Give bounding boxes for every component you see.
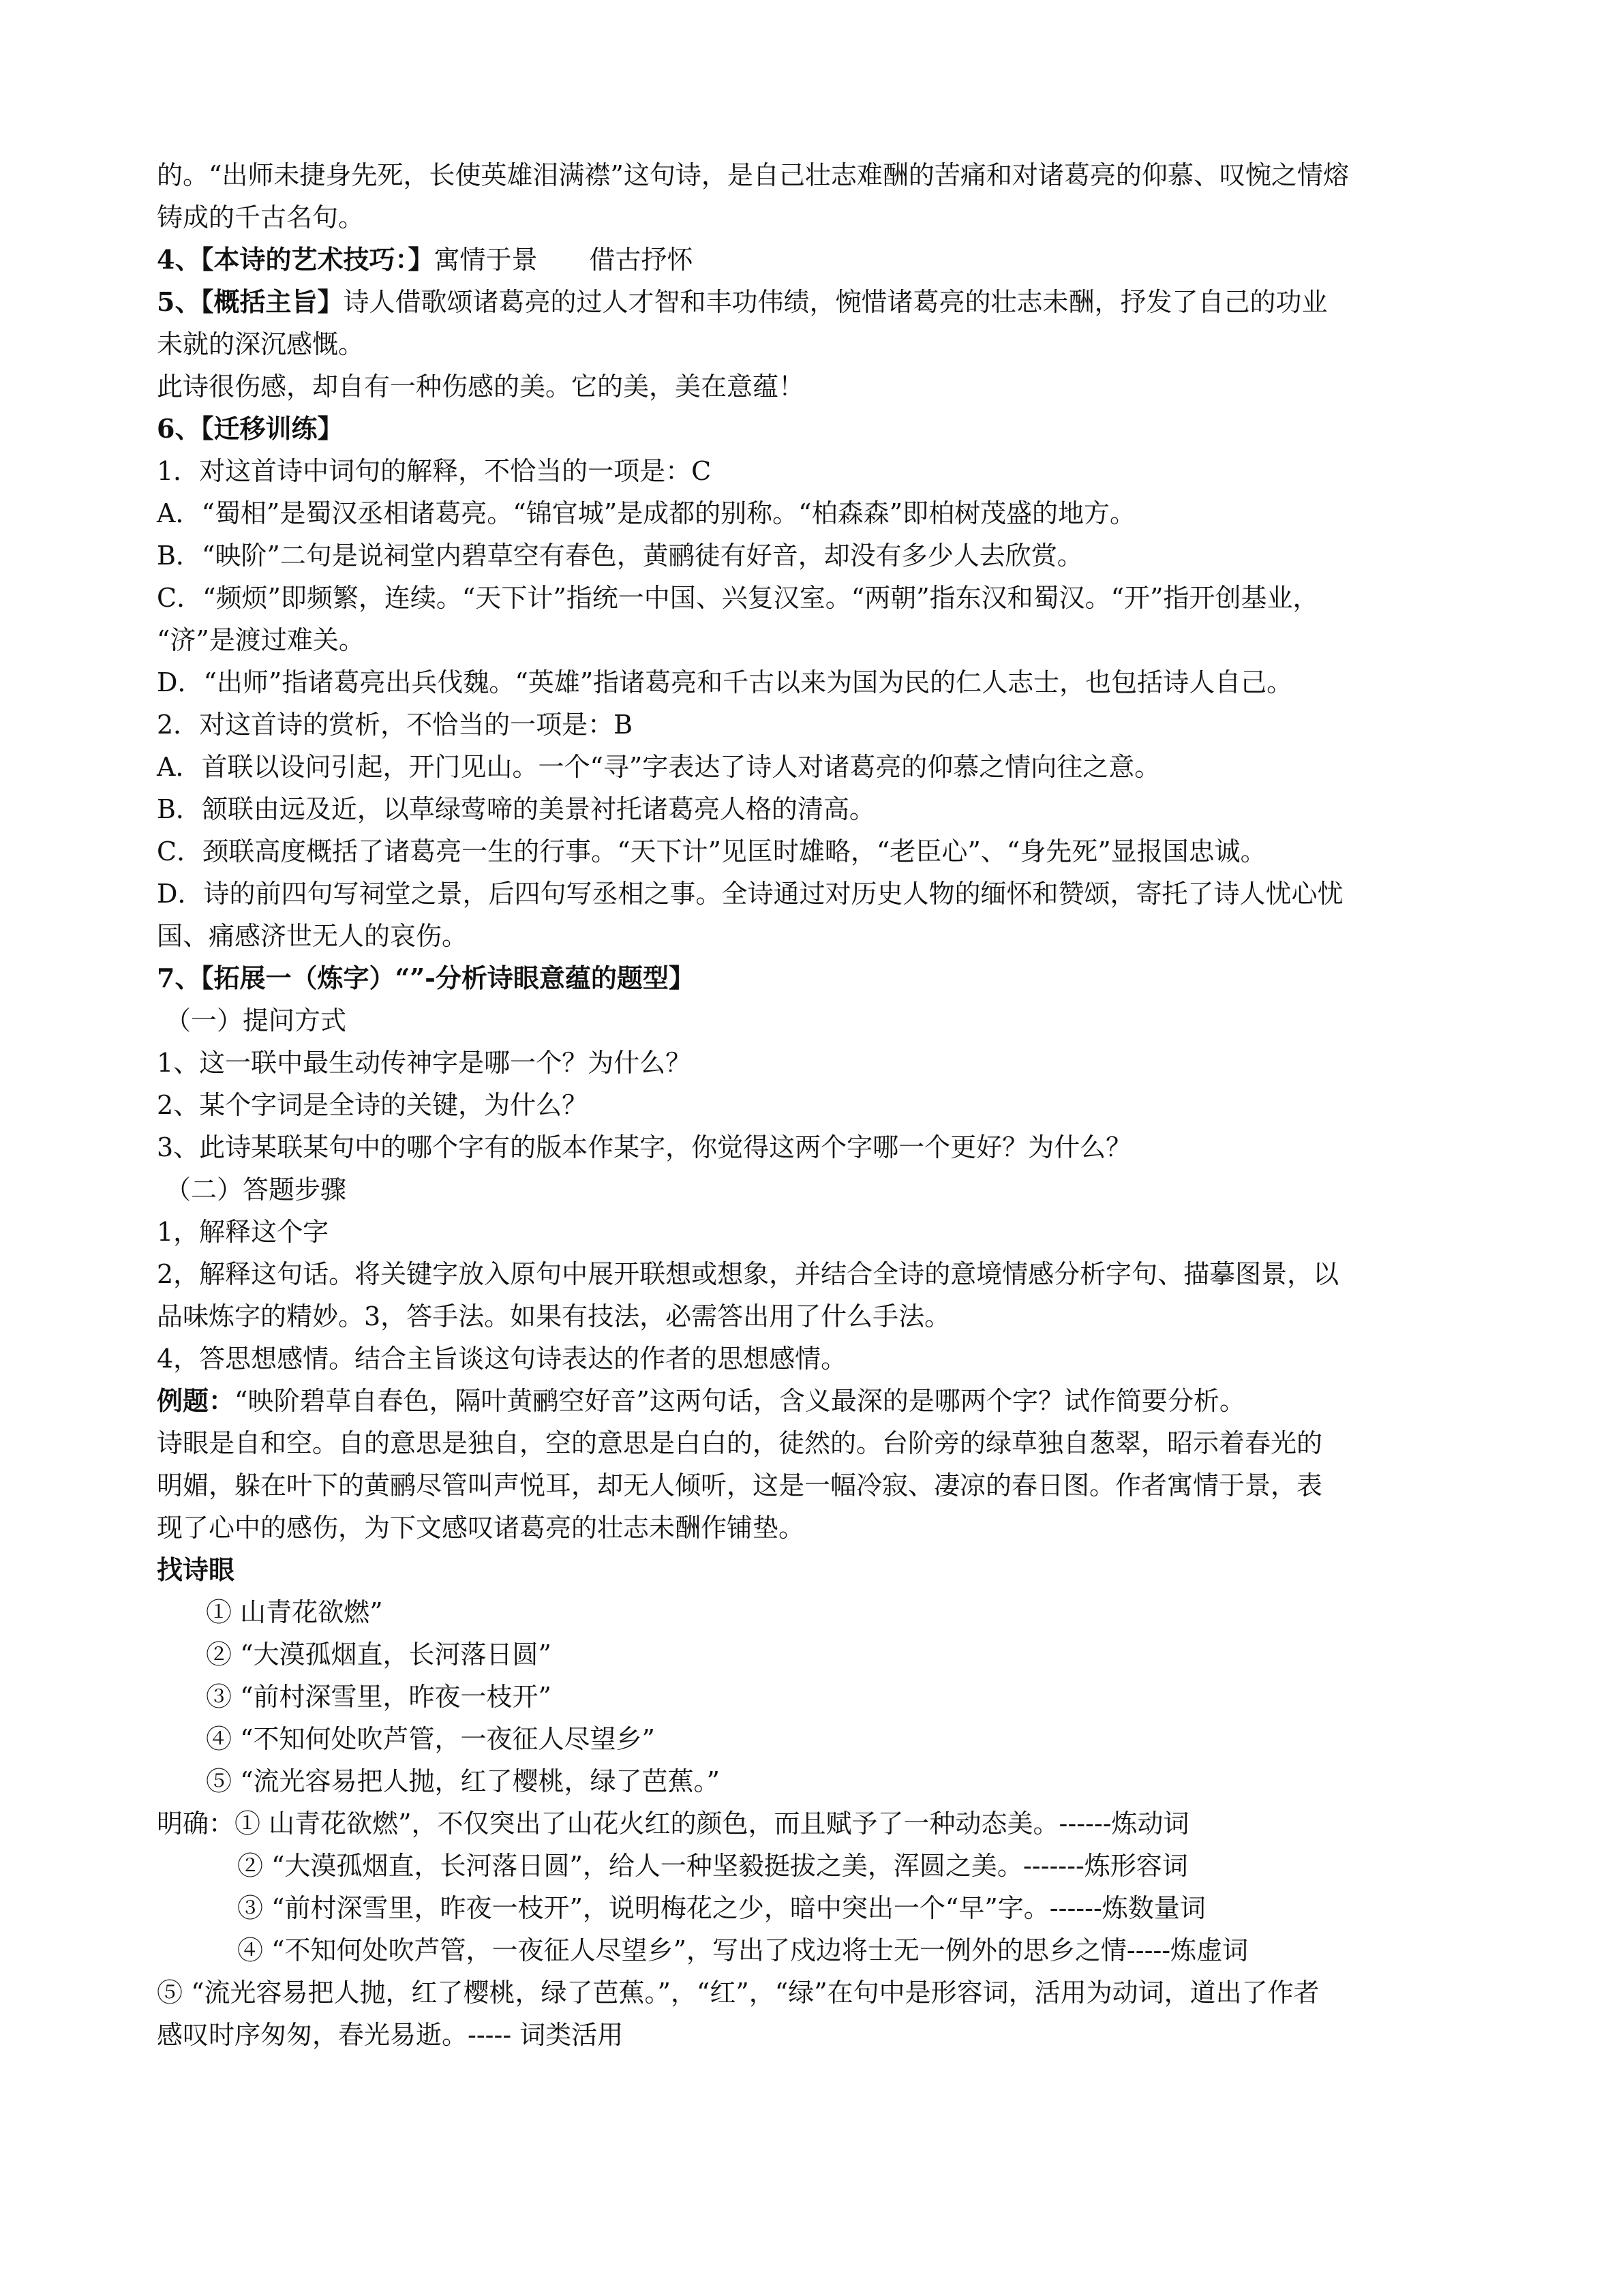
list-item: 1、这一联中最生动传神字是哪一个？为什么？: [157, 1048, 692, 1078]
section-title: 5、【概括主旨】: [157, 286, 344, 317]
answer-line: ③ “前村深雪里，昨夜一枝开”，说明梅花之少，暗中突出一个“早”字。------炼数量词: [237, 1893, 1206, 1923]
answer-line: ④ “不知何处吹芦管，一夜征人尽望乡”，写出了戍边将士无一例外的思乡之情-----炼虚词: [237, 1935, 1249, 1965]
section-body: 寓情于景 借古抒怀: [434, 245, 693, 275]
section-title: 找诗眼: [157, 1554, 235, 1585]
text-line: 明媚，躲在叶下的黄鹂尽管叫声悦耳，却无人倾听，这是一幅冷寂、凄凉的春日图。作者寓情于景，表: [157, 1470, 1323, 1500]
list-item: ② “大漠孤烟直，长河落日圆”: [206, 1640, 551, 1670]
list-item: ① 山青花欲燃”: [206, 1597, 383, 1627]
example: [157, 1380, 1486, 1422]
option: A．“蜀相”是蜀汉丞相诸葛亮。“锦官城”是成都的别称。“柏森森”即柏树茂盛的地方。: [157, 498, 1136, 528]
list-item: 2，解释这句话。将关键字放入原句中展开联想或想象，并结合全诗的意境情感分析字句、描摹图景，以: [157, 1259, 1339, 1289]
list-item: 1，解释这个字: [157, 1217, 329, 1247]
list-item: 4，答思想感情。结合主旨谈这句诗表达的作者的思想感情。: [157, 1344, 847, 1374]
answer-line: 明确：① 山青花欲燃”，不仅突出了山花火红的颜色，而且赋予了一种动态美。------炼动词: [157, 1809, 1189, 1839]
text-line: 铸成的千古名句。: [157, 202, 365, 232]
section-4: [157, 239, 1486, 281]
text-line: 此诗很伤感，却自有一种伤感的美。它的美，美在意蕴！: [157, 372, 805, 402]
list-item: ③ “前村深雪里，昨夜一枝开”: [206, 1682, 551, 1712]
answer-line: ⑤ “流光容易把人抛，红了樱桃，绿了芭蕉。”，“红”，“绿”在句中是形容词，活用为动词，道出了作者: [157, 1978, 1320, 2008]
option: B．颔联由远及近，以草绿莺啼的美景衬托诸葛亮人格的清高。: [157, 794, 875, 824]
option: D．“出师”指诸葛亮出兵伐魏。“英雄”指诸葛亮和千古以来为国为民的仁人志士，也包括诗人自己。: [157, 667, 1293, 697]
section-title: 7、【拓展一（炼字）“”-分析诗眼意蕴的题型】: [157, 963, 695, 993]
text-line: 诗眼是自和空。自的意思是独自，空的意思是白白的，徒然的。台阶旁的绿草独自葱翠，昭示着春光的: [157, 1428, 1323, 1458]
option: C．颈联高度概括了诸葛亮一生的行事。“天下计”见匡时雄略，“老臣心”、“身先死”显报国忠诚。: [157, 836, 1266, 866]
section-title: 6、【迁移训练】: [157, 413, 344, 444]
list-item: 2、某个字词是全诗的关键，为什么？: [157, 1090, 588, 1120]
question: 2．对这首诗的赏析，不恰当的一项是：B: [157, 710, 633, 740]
option: C．“频烦”即频繁，连续。“天下计”指统一中国、兴复汉室。“两朝”指东汉和蜀汉。“开”指开创基业，: [157, 583, 1319, 613]
option: “济”是渡过难关。: [157, 625, 365, 655]
list-item: 品味炼字的精妙。3，答手法。如果有技法，必需答出用了什么手法。: [157, 1301, 951, 1331]
example-label: 例题：: [157, 1385, 235, 1416]
answer-line: ② “大漠孤烟直，长河落日圆”，给人一种坚毅挺拔之美，浑圆之美。-------炼形容词: [237, 1851, 1188, 1881]
subheading: （一）提问方式: [165, 1006, 347, 1036]
option: B．“映阶”二句是说祠堂内碧草空有春色，黄鹂徒有好音，却没有多少人去欣赏。: [157, 541, 1083, 571]
question: 1．对这首诗中词句的解释，不恰当的一项是：C: [157, 456, 712, 486]
text-line: 的。“出师未捷身先死，长使英雄泪满襟”这句诗，是自己壮志难酬的苦痛和对诸葛亮的仰慕、叹惋之情熔: [157, 160, 1349, 190]
answer-line: 感叹时序匆匆，春光易逝。----- 词类活用: [157, 2020, 624, 2050]
text-line: 现了心中的感伤，为下文感叹诸葛亮的壮志未酬作铺垫。: [157, 1513, 805, 1543]
section-5: [157, 281, 1486, 323]
document-page: [157, 154, 1486, 2056]
section-body: 诗人借歌颂诸葛亮的过人才智和丰功伟绩，惋惜诸葛亮的壮志未酬，抒发了自己的功业: [343, 287, 1328, 317]
list-item: ④ “不知何处吹芦管，一夜征人尽望乡”: [206, 1724, 655, 1754]
option: D．诗的前四句写祠堂之景，后四句写丞相之事。全诗通过对历史人物的缅怀和赞颂，寄托了诗人忧心忧: [157, 879, 1344, 909]
section-title: 4、【本诗的艺术技巧：】: [157, 244, 434, 275]
subheading: （二）答题步骤: [165, 1175, 347, 1205]
example-body: “映阶碧草自春色，隔叶黄鹂空好音”这两句话，含义最深的是哪两个字？试作简要分析。: [234, 1386, 1245, 1416]
option: A．首联以设问引起，开门见山。一个“寻”字表达了诗人对诸葛亮的仰慕之情向往之意。: [157, 752, 1161, 782]
option: 国、痛感济世无人的哀伤。: [157, 921, 468, 951]
list-item: ⑤ “流光容易把人抛，红了樱桃，绿了芭蕉。”: [206, 1766, 720, 1796]
text-line: 未就的深沉感慨。: [157, 329, 365, 359]
list-item: 3、此诗某联某句中的哪个字有的版本作某字，你觉得这两个字哪一个更好？为什么？: [157, 1132, 1132, 1162]
